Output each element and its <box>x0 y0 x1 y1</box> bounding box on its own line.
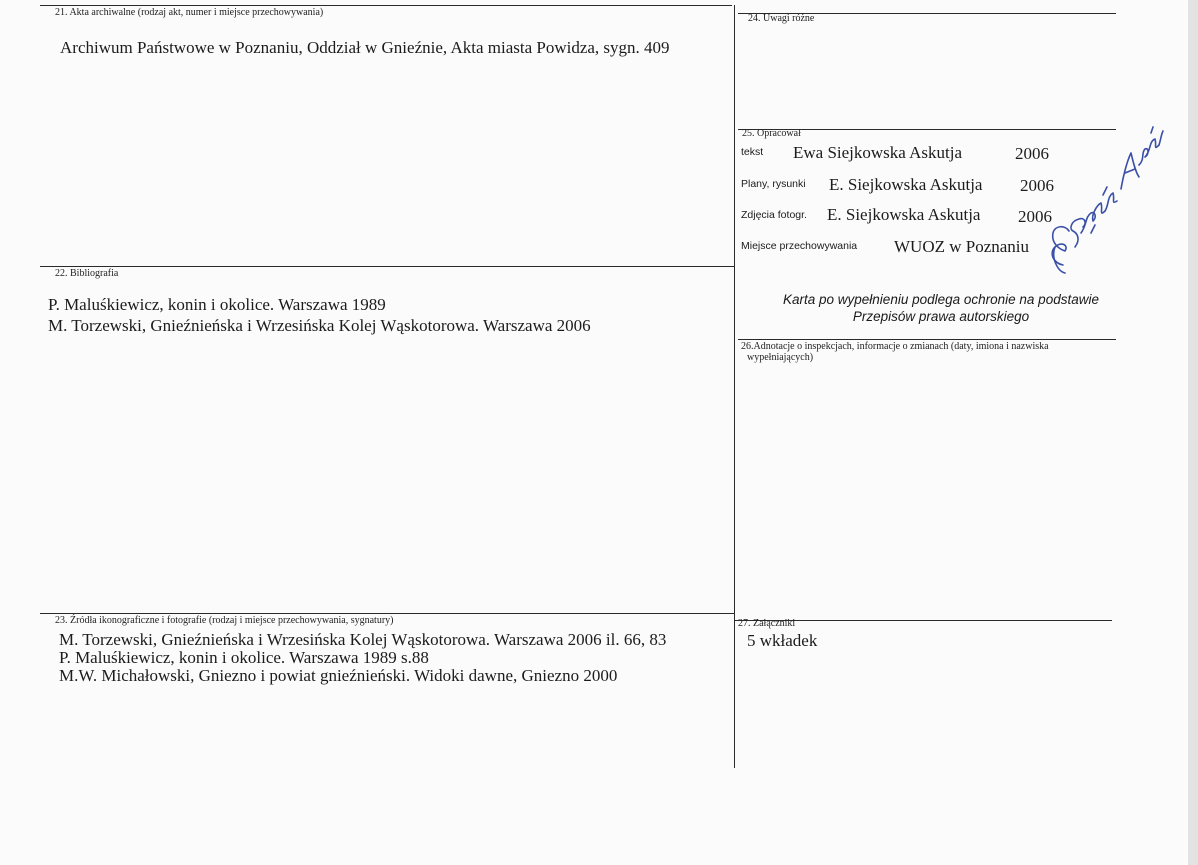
author-plans-name: E. Siejkowska Askutja <box>829 175 983 194</box>
author-photos-year: 2006 <box>1018 207 1052 226</box>
copyright-notice-line1: Karta po wypełnieniu podlega ochronie na podstawie <box>783 292 1099 307</box>
copyright-notice <box>761 291 1121 325</box>
bibliography-entry: P. Maluśkiewicz, konin i okolice. Warszawa 1989 <box>48 295 386 314</box>
section-27-label: 27. Załączniki <box>738 618 796 629</box>
section-26-label-line2: wypełniających) <box>747 352 814 363</box>
author-plans-year: 2006 <box>1020 176 1054 195</box>
rule-section-26 <box>738 339 1116 340</box>
handwritten-signature <box>1035 125 1165 275</box>
copyright-notice-line2: Przepisów prawa autorskiego <box>852 309 1030 324</box>
section-22-label: 22. Bibliografia <box>55 268 119 279</box>
iconography-entry: M. Torzewski, Gnieźnieńska i Wrzesińska Kolej Wąskotorowa. Warszawa 2006 il. 66, 83 <box>59 630 667 649</box>
section-26-label-line1: 26.Adnotacje o inspekcjach, informacje o zmianach (daty, imiona i nazwiska <box>741 341 1049 352</box>
iconography-entry: P. Maluśkiewicz, konin i okolice. Warszawa 1989 s.88 <box>59 648 429 667</box>
storage-location-value: WUOZ w Poznaniu <box>894 237 1030 256</box>
iconography-entry: M.W. Michałowski, Gniezno i powiat gnieźnieński. Widoki dawne, Gniezno 2000 <box>59 666 618 685</box>
author-photos-key: Zdjęcia fotogr. <box>741 209 807 221</box>
section-25-label: 25. Opracował <box>742 128 801 139</box>
bibliography-entry: M. Torzewski, Gnieźnieńska i Wrzesińska Kolej Wąskotorowa. Warszawa 2006 <box>48 316 591 335</box>
section-21-label: 21. Akta archiwalne (rodzaj akt, numer i miejsce przechowywania) <box>55 7 324 18</box>
storage-location-key: Miejsce przechowywania <box>741 240 858 252</box>
scan-edge <box>1188 0 1198 865</box>
section-27-value: 5 wkładek <box>747 631 818 650</box>
rule-section-23 <box>40 613 735 614</box>
author-plans-key: Plany, rysunki <box>741 178 806 190</box>
section-24-label: 24. Uwagi różne <box>748 13 815 24</box>
rule-section-22 <box>40 266 735 267</box>
center-divider <box>734 5 735 768</box>
author-text-key: tekst <box>741 146 764 158</box>
author-photos-name: E. Siejkowska Askutja <box>827 205 981 224</box>
top-rule-left <box>40 5 732 6</box>
section-21-value: Archiwum Państwowe w Poznaniu, Oddział w Gnieźnie, Akta miasta Powidza, sygn. 409 <box>60 38 670 57</box>
section-23-label: 23. Źródła ikonograficzne i fotografie (rodzaj i miejsce przechowywania, sygnatury) <box>55 615 394 626</box>
author-text-name: Ewa Siejkowska Askutja <box>793 143 963 162</box>
author-text-year: 2006 <box>1015 144 1049 163</box>
